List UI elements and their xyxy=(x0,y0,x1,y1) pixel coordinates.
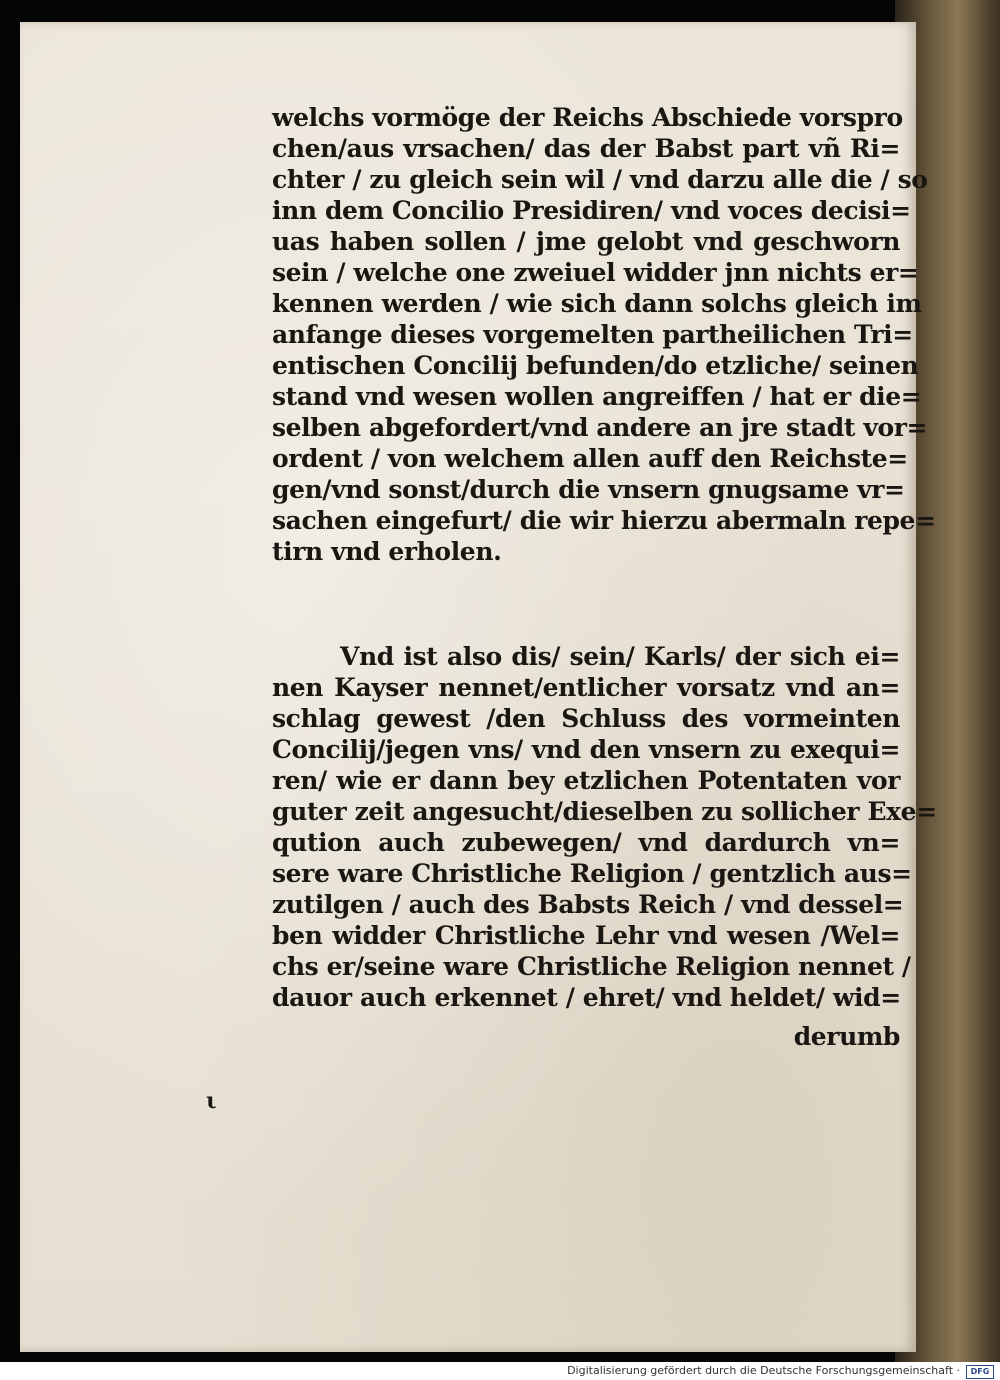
text-line: sachen eingefurt/ die wir hierzu abermaln repe= xyxy=(272,506,936,535)
dfg-logo-icon: DFG xyxy=(966,1365,994,1379)
margin-mark: ι xyxy=(206,1088,217,1114)
text-line: chen/aus vrsachen/ das der Babst part vñ Ri= xyxy=(272,134,900,163)
text-line: Concilij/jegen vns/ vnd den vnsern zu exequi= xyxy=(272,735,900,764)
text-line: sein / welche one zweiuel widder jnn nichts er= xyxy=(272,258,919,287)
text-line: anfange dieses vorgemelten partheilichen Tri= xyxy=(272,320,913,349)
text-line: Vnd ist also dis/ sein/ Karls/ der sich ei= xyxy=(340,642,900,671)
text-line: inn dem Concilio Presidiren/ vnd voces decisi= xyxy=(272,196,911,225)
text-line: dauor auch erkennet / ehret/ vnd heldet/ wid= xyxy=(272,983,901,1012)
text-line: uas haben sollen / jme gelobt vnd geschworn xyxy=(272,227,900,256)
text-line: sere ware Christliche Religion / gentzlich aus= xyxy=(272,859,912,888)
text-line: welchs vormöge der Reichs Abschiede vorspro xyxy=(272,103,903,132)
text-line: gen/vnd sonst/durch die vnsern gnugsame vr= xyxy=(272,475,905,504)
document-page xyxy=(20,22,937,1352)
text-line: qution auch zubewegen/ vnd dardurch vn= xyxy=(272,828,900,857)
text-line: chs er/seine ware Christliche Religion nennet / xyxy=(272,952,911,981)
text-line: stand vnd wesen wollen angreiffen / hat er die= xyxy=(272,382,922,411)
text-line: entischen Concilij befunden/do etzliche/ seinen xyxy=(272,351,919,380)
text-line: kennen werden / wie sich dann solchs gleich im xyxy=(272,289,922,318)
text-line: zutilgen / auch des Babsts Reich / vnd dessel= xyxy=(272,890,904,919)
text-line: ordent / von welchem allen auff den Reichste= xyxy=(272,444,908,473)
funding-credit: Digitalisierung gefördert durch die Deutsche Forschungsgemeinschaft · xyxy=(567,1364,960,1377)
text-line: selben abgefordert/vnd andere an jre stadt vor= xyxy=(272,413,928,442)
text-line: ben widder Christliche Lehr vnd wesen /Wel= xyxy=(272,921,900,950)
text-line: nen Kayser nennet/entlicher vorsatz vnd an= xyxy=(272,673,900,702)
text-line: guter zeit angesucht/dieselben zu sollicher Exe= xyxy=(272,797,937,826)
footer-bar xyxy=(0,1362,1000,1380)
text-line: ren/ wie er dann bey etzlichen Potentaten vor xyxy=(272,766,900,795)
text-line: chter / zu gleich sein wil / vnd darzu alle die / so xyxy=(272,165,928,194)
catchword: derumb xyxy=(793,1022,900,1051)
text-line: schlag gewest /den Schluss des vormeinten xyxy=(272,704,900,733)
text-line: tirn vnd erholen. xyxy=(272,537,502,566)
